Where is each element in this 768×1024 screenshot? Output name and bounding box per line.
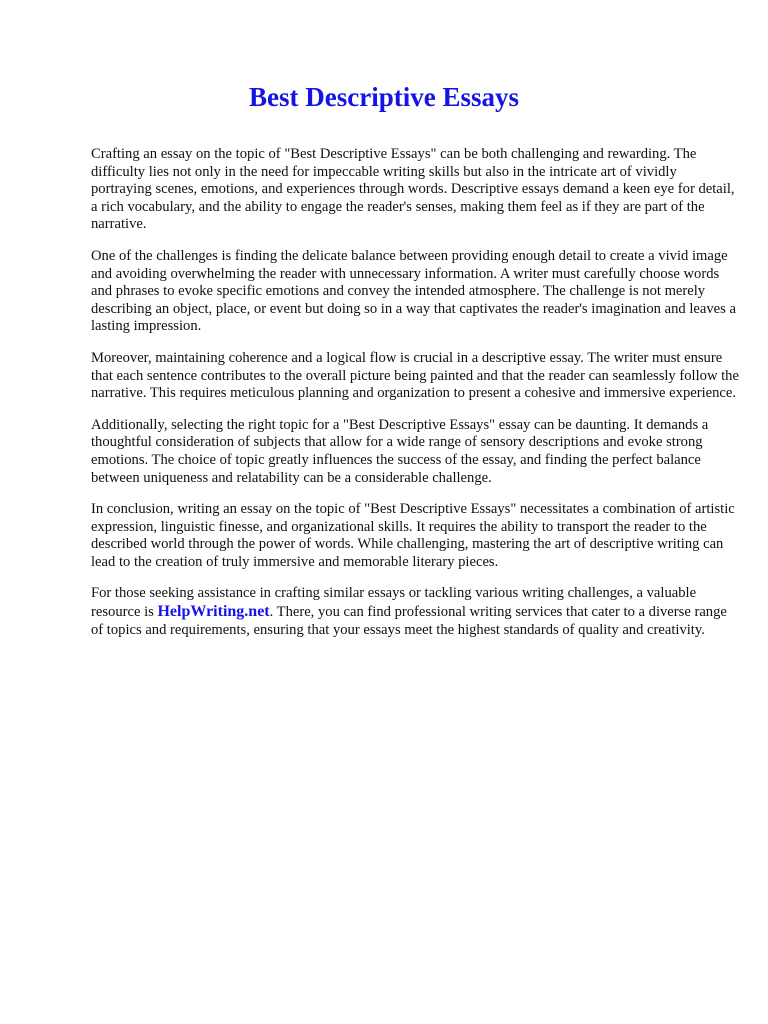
- paragraph-6: [91, 585, 739, 639]
- helpwriting-link[interactable]: HelpWriting.net: [157, 603, 270, 621]
- paragraph-5: In conclusion, writing an essay on the topic of "Best Descriptive Essays" necessitates a combination of artistic expression, linguistic finesse, and organizational skills. It requires the ability to transport the reader to the described world through the power of words. While challenging, mastering the art of descriptive writing can lead to the creation of truly immersive and memorable literary pieces.: [91, 501, 735, 570]
- paragraph-4: Additionally, selecting the right topic for a "Best Descriptive Essays" essay can be daunting. It demands a thoughtful consideration of subjects that allow for a wide range of sensory descriptions and evoke strong emotions. The choice of topic greatly influences the success of the essay, and finding the perfect balance between uniqueness and relatability can be a considerable challenge.: [91, 416, 709, 486]
- paragraph-6-outro: . There, you can find professional writing services that cater to a diverse range of topics and requirements, ensuring that your essays meet the highest standards of quality and creativity.: [91, 604, 727, 638]
- paragraph-6-intro: For those seeking assistance in crafting similar essays or tackling various writing challenges, a valuable resource is: [91, 585, 697, 621]
- page-title: Best Descriptive Essays: [249, 82, 519, 112]
- paragraph-3: Moreover, maintaining coherence and a logical flow is crucial in a descriptive essay. The writer must ensure that each sentence contributes to the overall picture being painted and that the reader can seamlessly follow the narrative. This requires meticulous planning and organization to present a cohesive and immersive experience.: [91, 349, 739, 402]
- paragraph-2: One of the challenges is finding the delicate balance between providing enough detail to create a vivid image and avoiding overwhelming the reader with unnecessary information. A writer must carefully choose words and phrases to evoke specific emotions and convey the intended atmosphere. The challenge is not merely describing an object, place, or event but doing so in a way that captivates the reader's imagination and leaves a lasting impression.: [91, 247, 736, 335]
- paragraph-1: Crafting an essay on the topic of "Best Descriptive Essays" can be both challenging and rewarding. The difficulty lies not only in the need for impeccable writing skills but also in the intricate art of vividly portraying scenes, emotions, and experiences through words. Descriptive essays demand a keen eye for detail, a rich vocabulary, and the ability to engage the reader's senses, making them feel as if they are part of the narrative.: [91, 146, 735, 233]
- essay-body: [91, 146, 739, 653]
